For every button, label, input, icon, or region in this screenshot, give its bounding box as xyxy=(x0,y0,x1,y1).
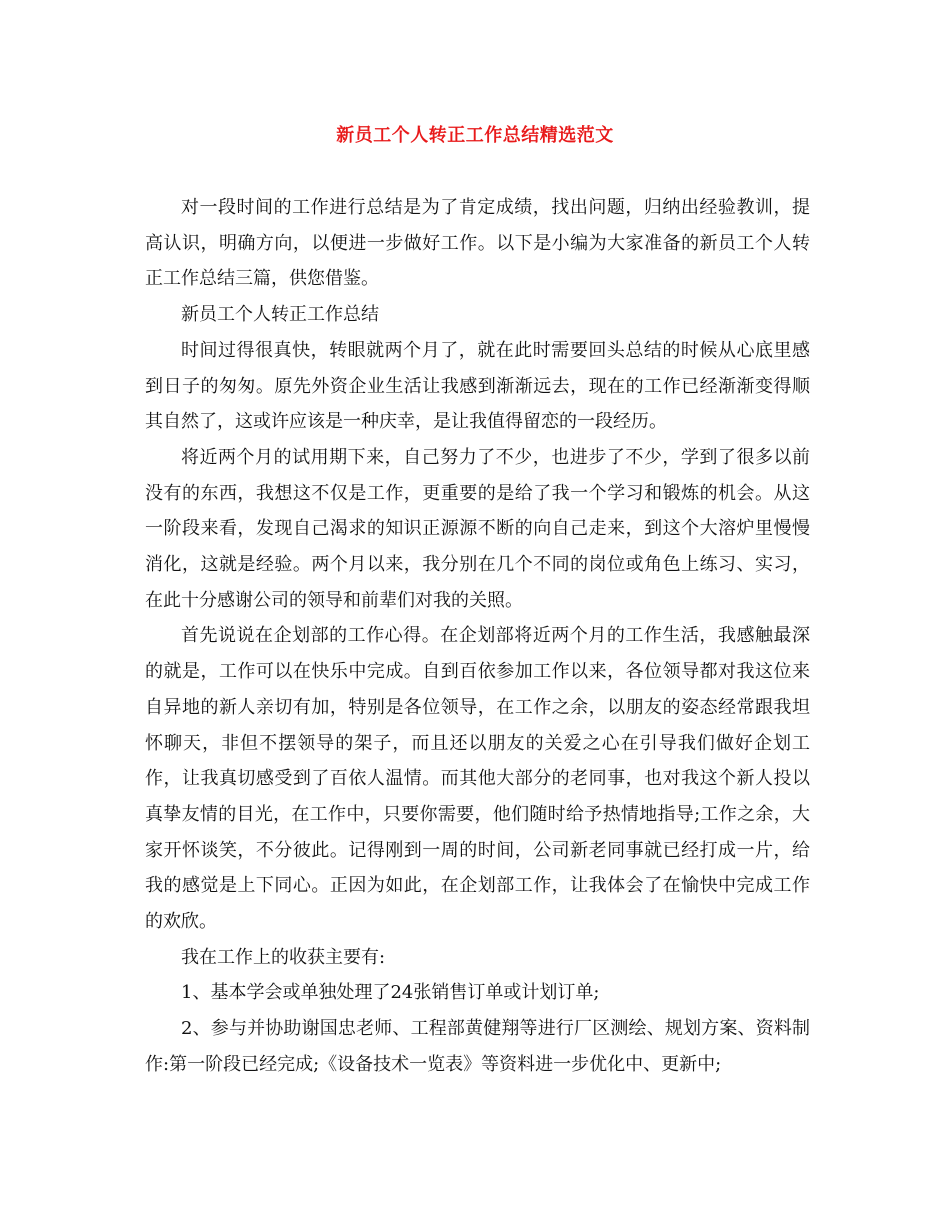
paragraph-intro: 对一段时间的工作进行总结是为了肯定成绩，找出问题，归纳出经验教训，提高认识，明确方向，以便进一步做好工作。以下是小编为大家准备的新员工个人转正工作总结三篇，供您借鉴。 xyxy=(145,197,810,290)
document-title: 新员工个人转正工作总结精选范文 xyxy=(336,125,614,146)
document-body xyxy=(145,190,810,1083)
section-heading: 新员工个人转正工作总结 xyxy=(181,304,379,326)
paragraph-gains-heading: 我在工作上的收获主要有: xyxy=(181,946,386,968)
list-item-1: 1、基本学会或单独处理了24张销售订单或计划订单; xyxy=(181,982,600,1004)
list-item-2: 2、参与并协助谢国忠老师、工程部黄健翔等进行厂区测绘、规划方案、资料制作:第一阶段已经完成;《设备技术一览表》等资料进一步优化中、更新中; xyxy=(145,1018,810,1075)
paragraph-probation: 将近两个月的试用期下来，自己努力了不少，也进步了不少，学到了很多以前没有的东西，我想这不仅是工作，更重要的是给了我一个学习和锻炼的机会。从这一阶段来看，发现自己渴求的知识正源源不断的向自己走来，到这个大溶炉里慢慢消化，这就是经验。两个月以来，我分别在几个不同的岗位或角色上练习、实习，在此十分感谢公司的领导和前辈们对我的关照。 xyxy=(145,446,810,611)
paragraph-time: 时间过得很真快，转眼就两个月了，就在此时需要回头总结的时候从心底里感到日子的匆匆。原先外资企业生活让我感到渐渐远去，现在的工作已经渐渐变得顺其自然了，这或许应该是一种庆幸，是让我值得留恋的一段经历。 xyxy=(145,339,810,433)
paragraph-planning-dept: 首先说说在企划部的工作心得。在企划部将近两个月的工作生活，我感触最深的就是，工作可以在快乐中完成。自到百依参加工作以来，各位领导都对我这位来自异地的新人亲切有加，特别是各位领导，在工作之余，以朋友的姿态经常跟我坦怀聊天，非但不摆领导的架子，而且还以朋友的关爱之心在引导我们做好企划工作，让我真切感受到了百依人温情。而其他大部分的老同事，也对我这个新人投以真挚友情的目光，在工作中，只要你需要，他们随时给予热情地指导;工作之余，大家开怀谈笑，不分彼此。记得刚到一周的时间，公司新老同事就已经打成一片，给我的感觉是上下同心。正因为如此，在企划部工作，让我体会了在愉快中完成工作的欢欣。 xyxy=(145,625,810,933)
